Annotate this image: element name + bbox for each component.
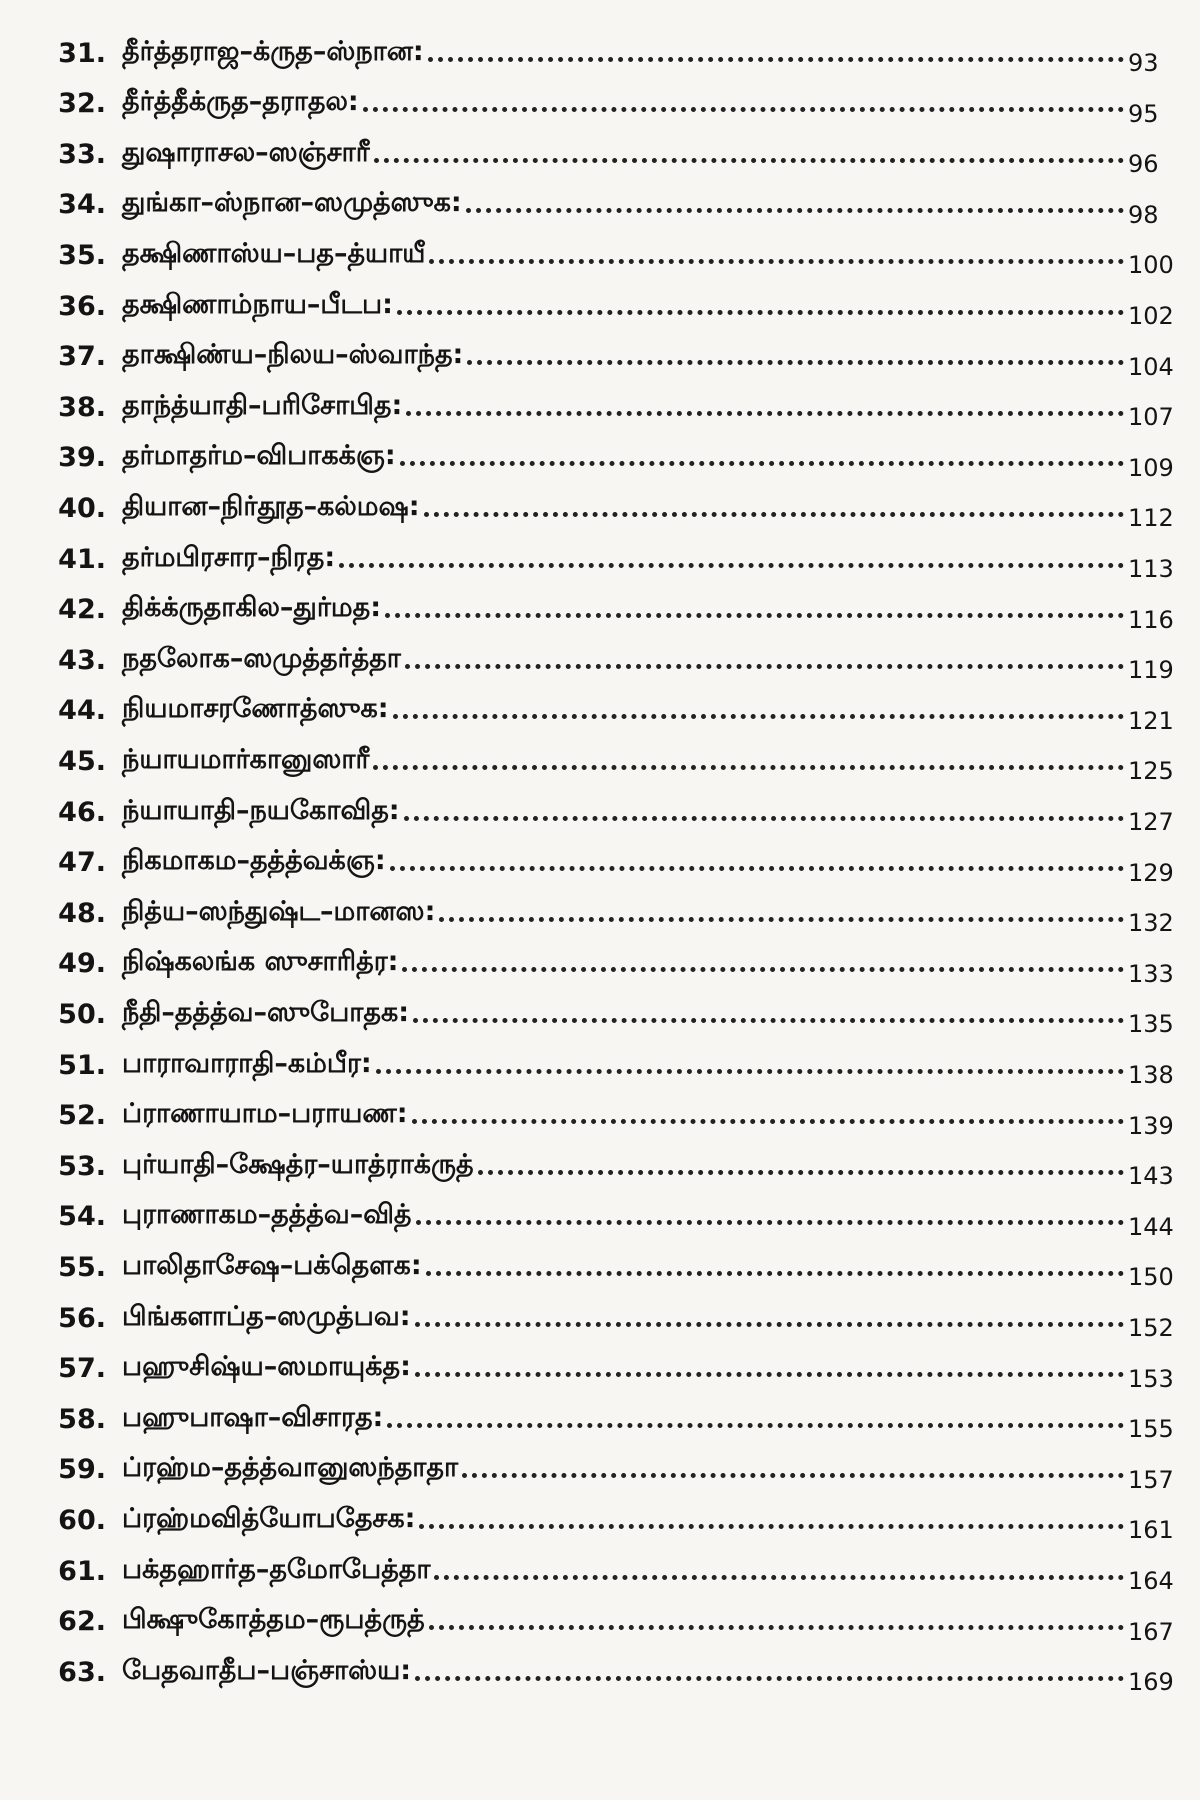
- toc-entry: [0, 180, 1200, 230]
- entry-title: பிங்களாப்த–ஸமுத்பவ:: [122, 1300, 411, 1332]
- entry-title: புர்யாதி–க்ஷேத்ர–யாத்ராக்ருத்: [122, 1148, 474, 1180]
- toc-entry: [0, 1242, 1200, 1292]
- entry-page-number: 127: [1128, 808, 1174, 836]
- dot-leader: [363, 107, 1124, 112]
- entry-number: 51.: [58, 1049, 106, 1081]
- toc-entry: [0, 838, 1200, 888]
- entry-title: தக்ஷிணாஸ்ய–பத–த்யாயீ: [122, 237, 426, 269]
- entry-page-number: 112: [1128, 504, 1174, 533]
- dot-leader: [413, 1018, 1124, 1023]
- toc-entry: [0, 787, 1200, 837]
- entry-title: ந்யாயாதி–நயகோவித:: [122, 794, 400, 826]
- entry-number: 52.: [58, 1100, 106, 1132]
- entry-page-number: 119: [1128, 656, 1174, 685]
- entry-number: 63.: [58, 1656, 106, 1688]
- entry-number: 32.: [58, 88, 106, 120]
- dot-leader: [339, 563, 1124, 568]
- entry-number: 54.: [58, 1201, 106, 1233]
- entry-page-number: 135: [1128, 1010, 1174, 1039]
- entry-page-number: 144: [1128, 1212, 1174, 1241]
- toc-entry: [0, 433, 1200, 483]
- entry-title: தர்மாதர்ம–விபாகக்ஞ:: [122, 440, 396, 472]
- dot-leader: [406, 411, 1124, 416]
- entry-title: நியமாசரணோத்ஸுக:: [122, 693, 389, 725]
- entry-number: 61.: [58, 1555, 106, 1587]
- entry-page-number: 167: [1128, 1617, 1174, 1646]
- toc-entry: [0, 382, 1200, 432]
- entry-number: 56.: [58, 1302, 106, 1334]
- entry-number: 53.: [58, 1150, 106, 1182]
- entry-page-number: 150: [1128, 1263, 1174, 1292]
- entry-title: பக்தஹார்த–தமோபேத்தா: [122, 1553, 431, 1585]
- entry-number: 60.: [58, 1504, 106, 1536]
- dot-leader: [424, 512, 1125, 517]
- toc-entry: [0, 1394, 1200, 1444]
- entry-number: 48.: [58, 897, 106, 929]
- entry-number: 57.: [58, 1353, 106, 1385]
- dot-leader: [429, 259, 1124, 264]
- entry-number: 36.: [58, 290, 106, 322]
- entry-page-number: 138: [1128, 1061, 1174, 1089]
- toc-entry: [0, 1192, 1200, 1242]
- entry-title: நீதி–தத்த்வ–ஸுபோதக:: [122, 996, 410, 1028]
- dot-leader: [434, 1575, 1124, 1580]
- entry-number: 35.: [58, 239, 106, 271]
- entry-number: 44.: [58, 695, 106, 727]
- toc-entry: [0, 129, 1200, 179]
- entry-page-number: 155: [1128, 1415, 1174, 1444]
- toc-entry: [0, 888, 1200, 938]
- entry-number: 49.: [58, 948, 106, 980]
- entry-page-number: 95: [1128, 99, 1159, 128]
- entry-page-number: 161: [1128, 1516, 1174, 1545]
- dot-leader: [478, 1170, 1124, 1175]
- entry-title: ந்யாயமார்கானுஸாரீ: [122, 743, 370, 775]
- dot-leader: [405, 664, 1124, 669]
- toc-entry: [0, 635, 1200, 685]
- toc-entry: [0, 1091, 1200, 1141]
- entry-page-number: 143: [1128, 1162, 1174, 1191]
- entry-number: 47.: [58, 847, 106, 879]
- entry-page-number: 104: [1128, 352, 1174, 381]
- entry-number: 43.: [58, 644, 106, 676]
- dot-leader: [415, 1322, 1125, 1327]
- entry-page-number: 121: [1128, 706, 1174, 735]
- toc-entry: [0, 483, 1200, 533]
- entry-title: ப்ரஹ்மவித்யோபதேசக:: [122, 1502, 416, 1534]
- entry-title: தாந்த்யாதி–பரிசோபித:: [122, 389, 403, 421]
- entry-number: 37.: [58, 341, 106, 373]
- entry-page-number: 100: [1128, 251, 1174, 280]
- entry-title: நதலோக–ஸமுத்தர்த்தா: [122, 642, 401, 674]
- entry-title: துஷாராசல–ஸஞ்சாரீ: [122, 136, 370, 168]
- entry-number: 41.: [58, 543, 106, 575]
- toc-entry: [0, 1344, 1200, 1394]
- entry-page-number: 109: [1128, 453, 1174, 482]
- entry-number: 45.: [58, 745, 106, 777]
- entry-title: பஹுபாஷா–விசாரத:: [122, 1401, 384, 1433]
- toc-entry: [0, 332, 1200, 382]
- entry-title: புராணாகம–தத்த்வ–வித்: [122, 1199, 412, 1231]
- entry-number: 55.: [58, 1251, 106, 1283]
- dot-leader: [415, 1372, 1124, 1377]
- toc-entry: [0, 1141, 1200, 1191]
- dot-leader: [376, 1069, 1124, 1074]
- entry-number: 31.: [58, 37, 106, 69]
- toc-entry: [0, 939, 1200, 989]
- entry-page-number: 139: [1128, 1111, 1174, 1140]
- entry-title: பேதவாதீப–பஞ்சாஸ்ய:: [122, 1654, 412, 1686]
- entry-title: பிக்ஷுகோத்தம–ரூபத்ருத்: [122, 1604, 425, 1636]
- dot-leader: [390, 866, 1124, 871]
- dot-leader: [429, 1625, 1124, 1630]
- dot-leader: [400, 461, 1124, 466]
- toc-entry: [0, 1293, 1200, 1343]
- entry-page-number: 93: [1128, 49, 1159, 77]
- dot-leader: [404, 816, 1124, 821]
- toc-entry: [0, 585, 1200, 635]
- entry-title: திக்க்ருதாகில–துர்மத:: [122, 592, 382, 624]
- toc-entry: [0, 79, 1200, 129]
- entry-title: தீர்த்தீக்ருத–தராதல:: [122, 86, 359, 118]
- dot-leader: [416, 1220, 1124, 1225]
- entry-page-number: 102: [1128, 302, 1174, 330]
- dot-leader: [374, 158, 1124, 163]
- dot-leader: [373, 765, 1124, 770]
- toc-entry: [0, 230, 1200, 280]
- dot-leader: [428, 57, 1124, 62]
- entry-page-number: 133: [1128, 959, 1174, 988]
- entry-page-number: 96: [1128, 150, 1159, 179]
- entry-page-number: 164: [1128, 1567, 1174, 1595]
- toc-entry: [0, 1546, 1200, 1596]
- entry-page-number: 116: [1128, 605, 1174, 634]
- dot-leader: [397, 310, 1124, 315]
- dot-leader: [415, 1676, 1124, 1681]
- entry-page-number: 152: [1128, 1314, 1174, 1342]
- entry-title: ப்ராணாயாம–பராயண:: [122, 1098, 408, 1130]
- entry-number: 34.: [58, 189, 106, 221]
- entry-page-number: 113: [1128, 555, 1174, 583]
- entry-page-number: 153: [1128, 1364, 1174, 1393]
- entry-page-number: 169: [1128, 1668, 1174, 1697]
- dot-leader: [385, 613, 1124, 618]
- toc-entry: [0, 736, 1200, 786]
- entry-number: 62.: [58, 1606, 106, 1638]
- entry-title: ப்ரஹ்ம–தத்த்வானுஸந்தாதா: [122, 1452, 459, 1484]
- entry-page-number: 98: [1128, 200, 1159, 229]
- entry-page-number: 132: [1128, 909, 1174, 938]
- toc-entry: [0, 1597, 1200, 1647]
- entry-title: துங்கா–ஸ்நான–ஸமுத்ஸுக:: [122, 187, 462, 219]
- dot-leader: [439, 917, 1124, 922]
- dot-leader: [462, 1473, 1124, 1478]
- toc-entry: [0, 1647, 1200, 1697]
- dot-leader: [466, 208, 1124, 213]
- toc-entry: [0, 1445, 1200, 1495]
- entry-title: பஹுசிஷ்ய–ஸமாயுக்த:: [122, 1351, 411, 1383]
- entry-page-number: 107: [1128, 403, 1174, 432]
- toc-entry: [0, 1040, 1200, 1090]
- entry-number: 46.: [58, 796, 106, 828]
- entry-page-number: 125: [1128, 757, 1174, 786]
- dot-leader: [426, 1271, 1124, 1276]
- dot-leader: [467, 360, 1124, 365]
- dot-leader: [402, 967, 1124, 972]
- entry-title: பாராவாராதி–கம்பீர:: [122, 1047, 372, 1079]
- toc-entry: [0, 28, 1200, 78]
- toc-entry: [0, 1495, 1200, 1545]
- entry-page-number: 129: [1128, 858, 1174, 887]
- entry-number: 39.: [58, 442, 106, 474]
- entry-title: தாக்ஷிண்ய–நிலய–ஸ்வாந்த:: [122, 339, 464, 371]
- entry-number: 58.: [58, 1403, 106, 1435]
- entry-number: 38.: [58, 391, 106, 423]
- dot-leader: [412, 1119, 1124, 1124]
- entry-number: 59.: [58, 1454, 106, 1486]
- entry-title: நிஷ்கலங்க ஸுசாரித்ர:: [122, 946, 399, 978]
- entry-page-number: 157: [1128, 1465, 1174, 1494]
- toc-entry: [0, 534, 1200, 584]
- entry-title: நித்ய–ஸந்துஷ்ட–மானஸ:: [122, 895, 436, 927]
- entry-title: நிகமாகம–தத்த்வக்ஞ:: [122, 845, 386, 877]
- dot-leader: [419, 1524, 1124, 1529]
- entry-title: தியான–நிர்தூத–கல்மஷ:: [122, 490, 420, 522]
- entry-number: 40.: [58, 492, 106, 524]
- dot-leader: [387, 1423, 1124, 1428]
- entry-title: தர்மபிரசார–நிரத:: [122, 541, 336, 573]
- toc-entry: [0, 989, 1200, 1039]
- toc-entry: [0, 281, 1200, 331]
- dot-leader: [393, 714, 1124, 719]
- entry-title: தக்ஷிணாம்நாய–பீடப:: [122, 288, 393, 320]
- entry-number: 50.: [58, 998, 106, 1030]
- entry-number: 42.: [58, 594, 106, 626]
- entry-number: 33.: [58, 138, 106, 170]
- entry-title: தீர்த்தராஜ–க்ருத–ஸ்நான:: [122, 35, 424, 67]
- toc-entry: [0, 686, 1200, 736]
- entry-title: பாலிதாசேஷ–பக்தௌக:: [122, 1249, 422, 1281]
